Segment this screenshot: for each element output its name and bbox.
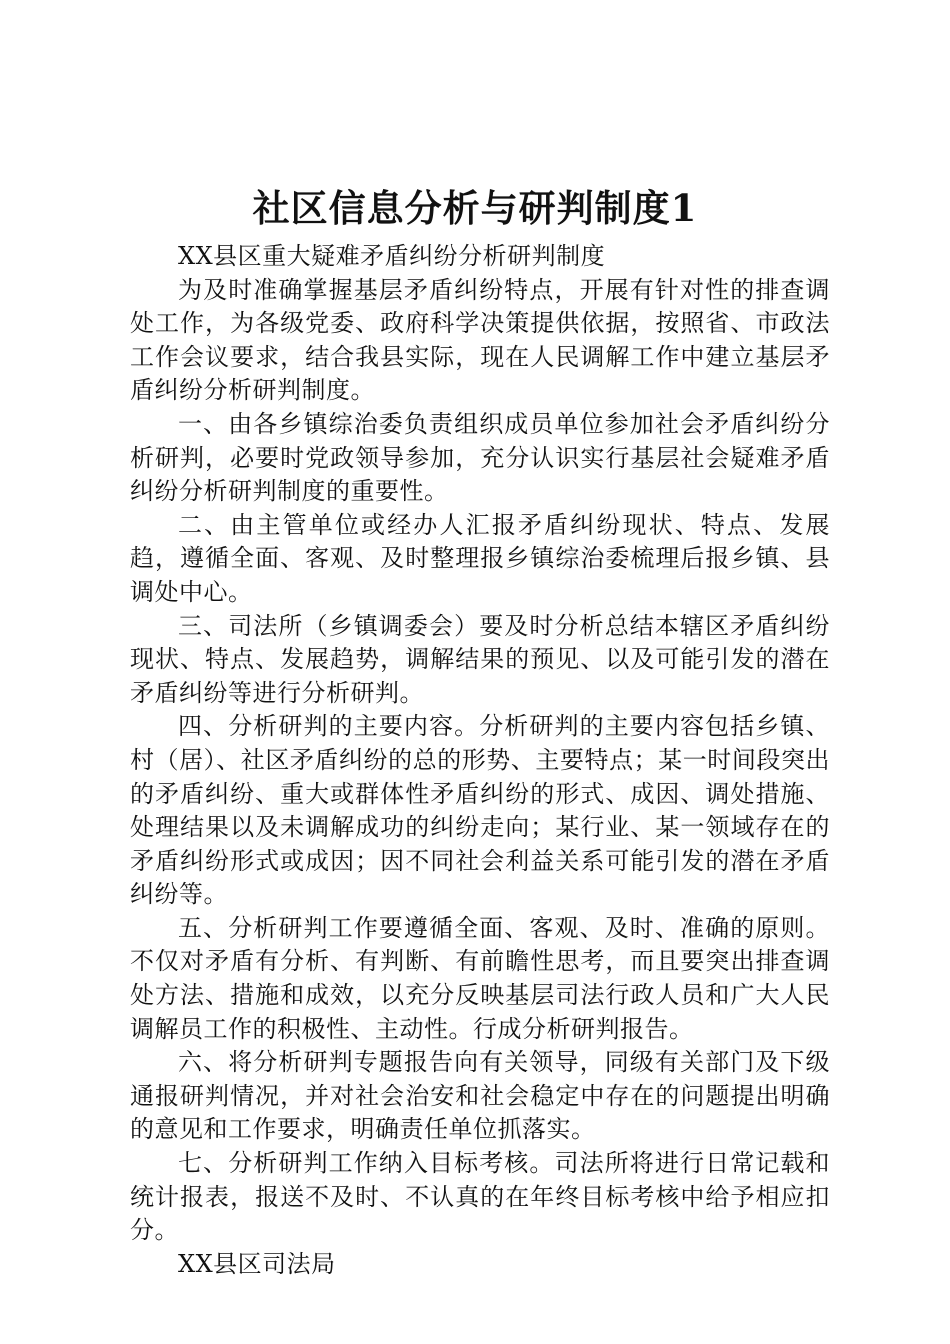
clause-5-paragraph: 五、分析研判工作要遵循全面、客观、及时、准确的原则。不仅对矛盾有分析、有判断、有前瞻性思考，而且要突出排查调处方法、措施和成效，以充分反映基层司法行政人员和广大人民调解员工作的积极性、主动性。行成分析研判报告。 (130, 913, 830, 1043)
clause-3-paragraph: 三、司法所（乡镇调委会）要及时分析总结本辖区矛盾纠纷现状、特点、发展趋势，调解结果的预见、以及可能引发的潜在矛盾纠纷等进行分析研判。 (130, 611, 830, 707)
document-body (130, 240, 830, 1281)
document-subtitle: XX县区重大疑难矛盾纠纷分析研判制度 (178, 242, 606, 270)
clause-1-paragraph: 一、由各乡镇综治委负责组织成员单位参加社会矛盾纠纷分析研判，必要时党政领导参加，充分认识实行基层社会疑难矛盾纠纷分析研判制度的重要性。 (130, 409, 830, 506)
clause-2-paragraph: 二、由主管单位或经办人汇报矛盾纠纷现状、特点、发展趋，遵循全面、客观、及时整理报乡镇综治委梳理后报乡镇、县调处中心。 (130, 510, 830, 606)
document-title: 社区信息分析与研判制度1 (252, 186, 698, 230)
clause-6-paragraph: 六、将分析研判专题报告向有关领导，同级有关部门及下级通报研判情况，并对社会治安和社会稳定中存在的问题提出明确的意见和工作要求，明确责任单位抓落实。 (130, 1048, 830, 1144)
issuer-signature-line: XX县区司法局 (178, 1249, 336, 1278)
intro-paragraph: 为及时准确掌握基层矛盾纠纷特点，开展有针对性的排查调处工作，为各级党委、政府科学决策提供依据，按照省、市政法工作会议要求，结合我县实际，现在人民调解工作中建立基层矛盾纠纷分析研判制度。 (130, 275, 830, 405)
clause-7-paragraph: 七、分析研判工作纳入目标考核。司法所将进行日常记载和统计报表，报送不及时、不认真的在年终目标考核中给予相应扣分。 (130, 1149, 830, 1245)
clause-4-paragraph: 四、分析研判的主要内容。分析研判的主要内容包括乡镇、村（居）、社区矛盾纠纷的总的形势、主要特点；某一时间段突出的矛盾纠纷、重大或群体性矛盾纠纷的形式、成因、调处措施、处理结果以及未调解成功的纠纷走向；某行业、某一领域存在的矛盾纠纷形式或成因；因不同社会利益关系可能引发的潜在矛盾纠纷等。 (130, 712, 830, 909)
